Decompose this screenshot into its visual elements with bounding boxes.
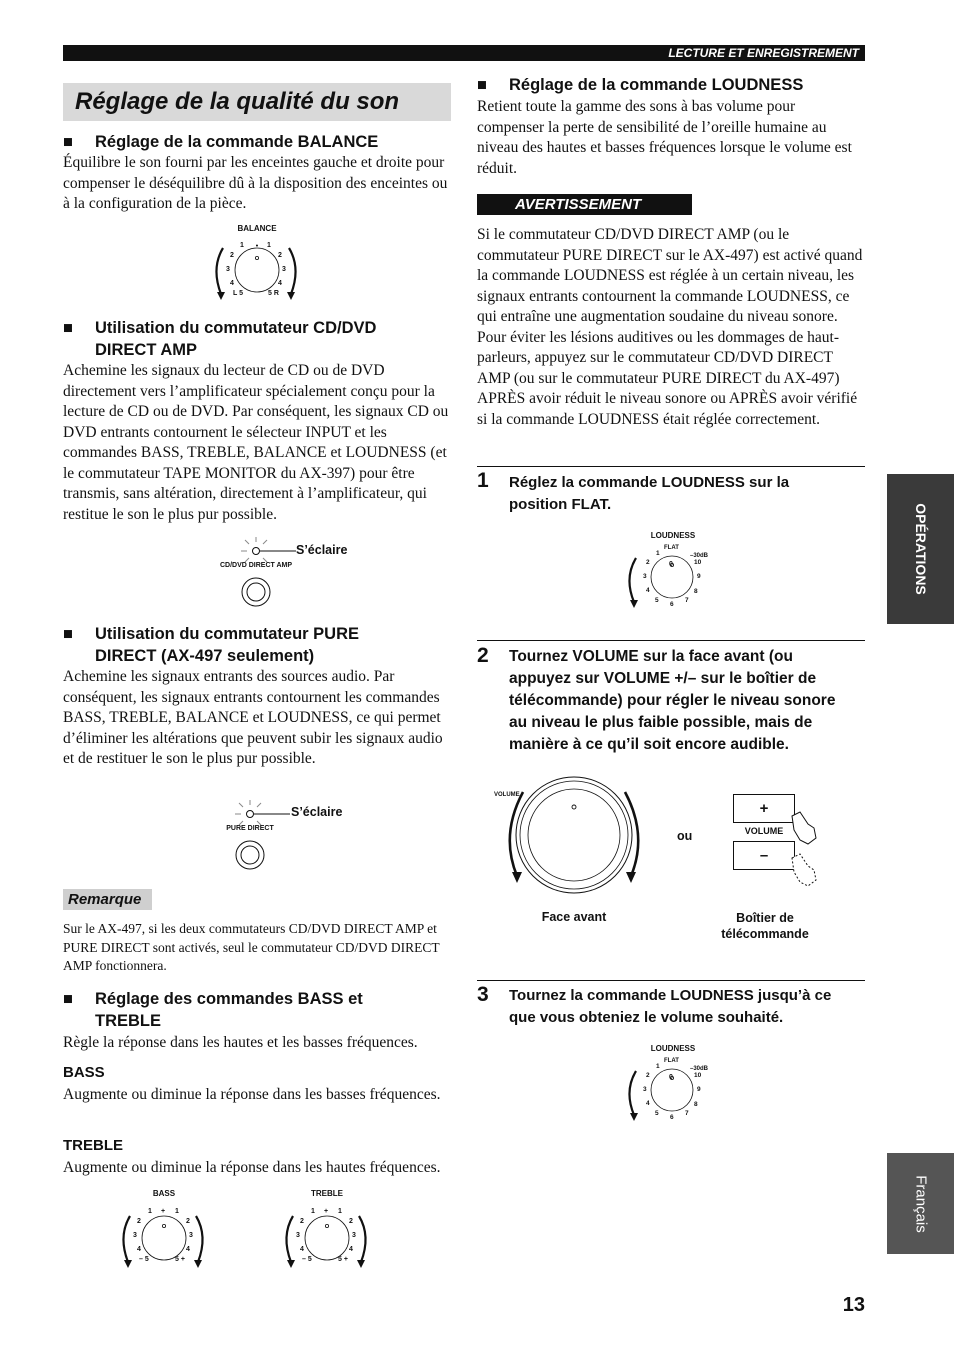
remark-label: Remarque xyxy=(63,889,152,910)
cddvd-lights-label: S’éclaire xyxy=(296,543,348,557)
loudness-knob1-db: –30dB xyxy=(690,553,709,559)
treble-knob-label: TREBLE xyxy=(311,1189,343,1198)
loudness-knob1-m3: 3 xyxy=(643,573,647,580)
treble-mark-l1: 1 xyxy=(311,1208,315,1215)
page-number: 13 xyxy=(842,1294,865,1316)
loudness-knob2-m7: 7 xyxy=(685,1110,689,1117)
balance-heading: ■ Réglage de la commande BALANCE xyxy=(63,133,379,151)
warning-label: AVERTISSEMENT xyxy=(477,194,692,215)
balance-mark-l2: 2 xyxy=(230,252,234,259)
treble-mark-r4: 4 xyxy=(349,1246,353,1253)
pure-text: Achemine les signaux entrants des sources audio. Par conséquent, les signaux entrants contournent les commandes BASS, TREBLE, BALANCE et LOUDNESS, ce qui permet d’éliminer les altérations que peuvent subir les signaux audio et de restituer le son le plus pur possible. xyxy=(63,668,443,767)
balance-mark-r3: 3 xyxy=(282,266,286,273)
step1-text: Réglez la commande LOUDNESS sur la position FLAT. xyxy=(509,474,790,513)
loudness-knob1-zero: 0 xyxy=(669,561,673,568)
warning-text: Si le commutateur CD/DVD DIRECT AMP (ou le commutateur PURE DIRECT sur le AX-497) est activé quand la commande LOUDNESS est réglée à un certain niveau, les signaux entrants contournent la commande LOUDNESS, ce qui entraîne une augmentation soudaine du niveau sonore. Pour éviter les lésions auditives ou les dommages de haut-parleurs, appuyez sur le commutateur CD/DVD DIRECT AMP (ou sur le commutateur PURE DIRECT du AX-497) APRÈS avoir réduit le niveau sonore ou APRÈS avoir vérifié si la commande LOUDNESS était réglée correctement. xyxy=(477,226,863,428)
balance-mark-r4: 4 xyxy=(278,280,282,287)
loudness-knob1-m4: 4 xyxy=(646,587,650,594)
svg-text:•: • xyxy=(255,243,259,250)
treble-mark-l5: – 5 xyxy=(302,1256,312,1263)
bass-mark-r3: 3 xyxy=(189,1232,193,1239)
loudness-knob2-m2: 2 xyxy=(646,1072,650,1079)
bass-mark-r4: 4 xyxy=(186,1246,190,1253)
step1-number: 1 xyxy=(477,469,489,492)
remote-volume-plus-button[interactable]: + xyxy=(733,794,795,823)
loudness-knob2-m6: 6 xyxy=(670,1114,674,1121)
cddvd-switch-diagram xyxy=(234,532,298,612)
step3-rule xyxy=(477,980,865,981)
bass-mark-l1: 1 xyxy=(148,1208,152,1215)
treble-mark-r1: 1 xyxy=(338,1208,342,1215)
loudness-knob1-m9: 9 xyxy=(697,573,701,580)
bass-mark-r1: 1 xyxy=(175,1208,179,1215)
bass-mark-l2: 2 xyxy=(137,1218,141,1225)
loudness-knob1-m10: 10 xyxy=(694,559,702,566)
loudness-knob1-m2: 2 xyxy=(646,559,650,566)
treble-mark-l4: 4 xyxy=(300,1246,304,1253)
loudness-text: Retient toute la gamme des sons à bas volume pour compenser la perte de sensibilité de l’oreille humaine au niveau des hautes et basses fréquences lorsque le volume est réduit. xyxy=(477,98,852,177)
bass-mark-l3: 3 xyxy=(133,1232,137,1239)
balance-mark-r2: 2 xyxy=(278,252,282,259)
loudness-knob1-label: LOUDNESS xyxy=(650,531,696,540)
loudness-knob1-m8: 8 xyxy=(694,588,698,595)
balance-mark-r1: 1 xyxy=(267,242,271,249)
remark-text: Sur le AX-497, si les deux commutateurs CD/DVD DIRECT AMP et PURE DIRECT sont activés, seul le commutateur CD/DVD DIRECT AMP fonctionnera. xyxy=(63,921,440,973)
treble-mark-l3: 3 xyxy=(296,1232,300,1239)
loudness-knob1-flat: FLAT xyxy=(664,545,679,551)
loudness-knob1-m1: 1 xyxy=(656,550,660,557)
pointing-hand-icon xyxy=(786,808,822,888)
bass-text: Augmente ou diminue la réponse dans les basses fréquences. xyxy=(63,1086,441,1103)
loudness-knob2-m5: 5 xyxy=(655,1110,659,1117)
loudness-knob1-m5: 5 xyxy=(655,597,659,604)
page-title: Réglage de la qualité du son xyxy=(63,83,451,121)
bass-knob-label: BASS xyxy=(152,1189,176,1198)
pure-switch-label: PURE DIRECT xyxy=(226,825,274,832)
pure-switch-diagram xyxy=(228,795,292,875)
treble-mark-center: + xyxy=(324,1208,329,1215)
loudness-knob2-db: –30dB xyxy=(690,1066,709,1072)
step2-text: Tournez VOLUME sur la face avant (ou appuyez sur VOLUME +/– sur le boîtier de télécommande) pour régler le niveau sonore au niveau le plus faible possible, mais de manière à ce qu’il soit encore audible. xyxy=(509,648,836,753)
cddvd-heading: ■ Utilisation du commutateur CD/DVD DIRECT AMP xyxy=(63,319,377,359)
treble-mark-r3: 3 xyxy=(352,1232,356,1239)
remote-caption: Boîtier de télécommande xyxy=(721,911,809,941)
treble-text: Augmente ou diminue la réponse dans les hautes fréquences. xyxy=(63,1159,441,1176)
loudness-knob2-m8: 8 xyxy=(694,1101,698,1108)
pure-heading: ■ Utilisation du commutateur PURE DIRECT (AX-497 seulement) xyxy=(63,625,360,665)
step2-number: 2 xyxy=(477,644,489,667)
section-header-bar: LECTURE ET ENREGISTREMENT xyxy=(63,45,865,61)
volume-knob-label: VOLUME xyxy=(494,792,520,798)
treble-mark-r5: 5 + xyxy=(338,1256,348,1263)
cddvd-text: Achemine les signaux du lecteur de CD ou de DVD directement vers l’amplificateur spécialement conçu pour la lecture de CD ou de DVD. Par conséquent, les signaux CD ou DVD entrants contournent le sélecteur INPUT et les commandes BASS, TREBLE, BALANCE et LOUDNESS (et le commutateur TAPE MONITOR du AX-397) pour être transmis, sans altération, directement à l’amplificateur, qui restitue le son le plus pur possible. xyxy=(63,362,449,523)
bullet-square: ■ xyxy=(63,625,73,643)
bass-title: BASS xyxy=(63,1064,105,1081)
volume-knob-diagram xyxy=(495,770,645,900)
loudness-knob2-m4: 4 xyxy=(646,1100,650,1107)
balance-mark-r5: 5 R xyxy=(268,290,279,297)
pure-lights-label: S’éclaire xyxy=(291,805,343,819)
loudness-knob2-m10: 10 xyxy=(694,1072,702,1079)
balance-text: Équilibre le son fourni par les enceintes gauche et droite pour compenser le déséquilibre dû à la disposition des enceintes ou à la configuration de la pièce. xyxy=(63,154,448,212)
bass-mark-r2: 2 xyxy=(186,1218,190,1225)
front-panel-caption: Face avant xyxy=(541,910,607,924)
balance-knob-diagram xyxy=(205,230,307,306)
bullet-square: ■ xyxy=(63,133,73,151)
bass-mark-l4: 4 xyxy=(137,1246,141,1253)
bullet-square: ■ xyxy=(63,319,73,337)
treble-title: TREBLE xyxy=(63,1137,123,1154)
bullet-square: ■ xyxy=(63,990,73,1008)
balance-mark-l4: 4 xyxy=(230,280,234,287)
remote-volume-label: VOLUME xyxy=(744,826,784,836)
step3-number: 3 xyxy=(477,983,489,1006)
bass-mark-l5: – 5 xyxy=(139,1256,149,1263)
loudness-knob2-zero: 0 xyxy=(669,1074,673,1081)
step1-rule xyxy=(477,466,865,467)
loudness-knob2-m3: 3 xyxy=(643,1086,647,1093)
bass-mark-r5: 5 + xyxy=(175,1256,185,1263)
loudness-knob2-m9: 9 xyxy=(697,1086,701,1093)
step2-rule xyxy=(477,640,865,641)
side-tab-operations[interactable]: OPÉRATIONS xyxy=(887,474,954,624)
basstreble-heading: ■ Réglage des commandes BASS et TREBLE xyxy=(63,990,363,1030)
loudness-knob2-label: LOUDNESS xyxy=(650,1044,696,1053)
step3-text: Tournez la commande LOUDNESS jusqu’à ce que vous obteniez le volume souhaité. xyxy=(509,987,832,1026)
basstreble-text: Règle la réponse dans les hautes et les basses fréquences. xyxy=(63,1034,418,1051)
loudness-heading: ■ Réglage de la commande LOUDNESS xyxy=(477,76,804,94)
balance-mark-l1: 1 xyxy=(240,242,244,249)
side-tab-language[interactable]: Français xyxy=(887,1153,954,1254)
balance-mark-l3: 3 xyxy=(226,266,230,273)
loudness-knob1-m7: 7 xyxy=(685,597,689,604)
loudness-knob2-flat: FLAT xyxy=(664,1058,679,1064)
bass-mark-center: + xyxy=(161,1208,166,1215)
balance-mark-l5: L 5 xyxy=(233,290,243,297)
bullet-square: ■ xyxy=(477,76,487,94)
loudness-knob2-m1: 1 xyxy=(656,1063,660,1070)
cddvd-switch-label: CD/DVD DIRECT AMP xyxy=(219,562,293,569)
or-label: ou xyxy=(677,829,693,843)
balance-knob-label: BALANCE xyxy=(237,224,277,233)
loudness-knob1-m6: 6 xyxy=(670,601,674,608)
remote-volume-minus-button[interactable]: – xyxy=(733,841,795,870)
treble-mark-l2: 2 xyxy=(300,1218,304,1225)
treble-mark-r2: 2 xyxy=(349,1218,353,1225)
